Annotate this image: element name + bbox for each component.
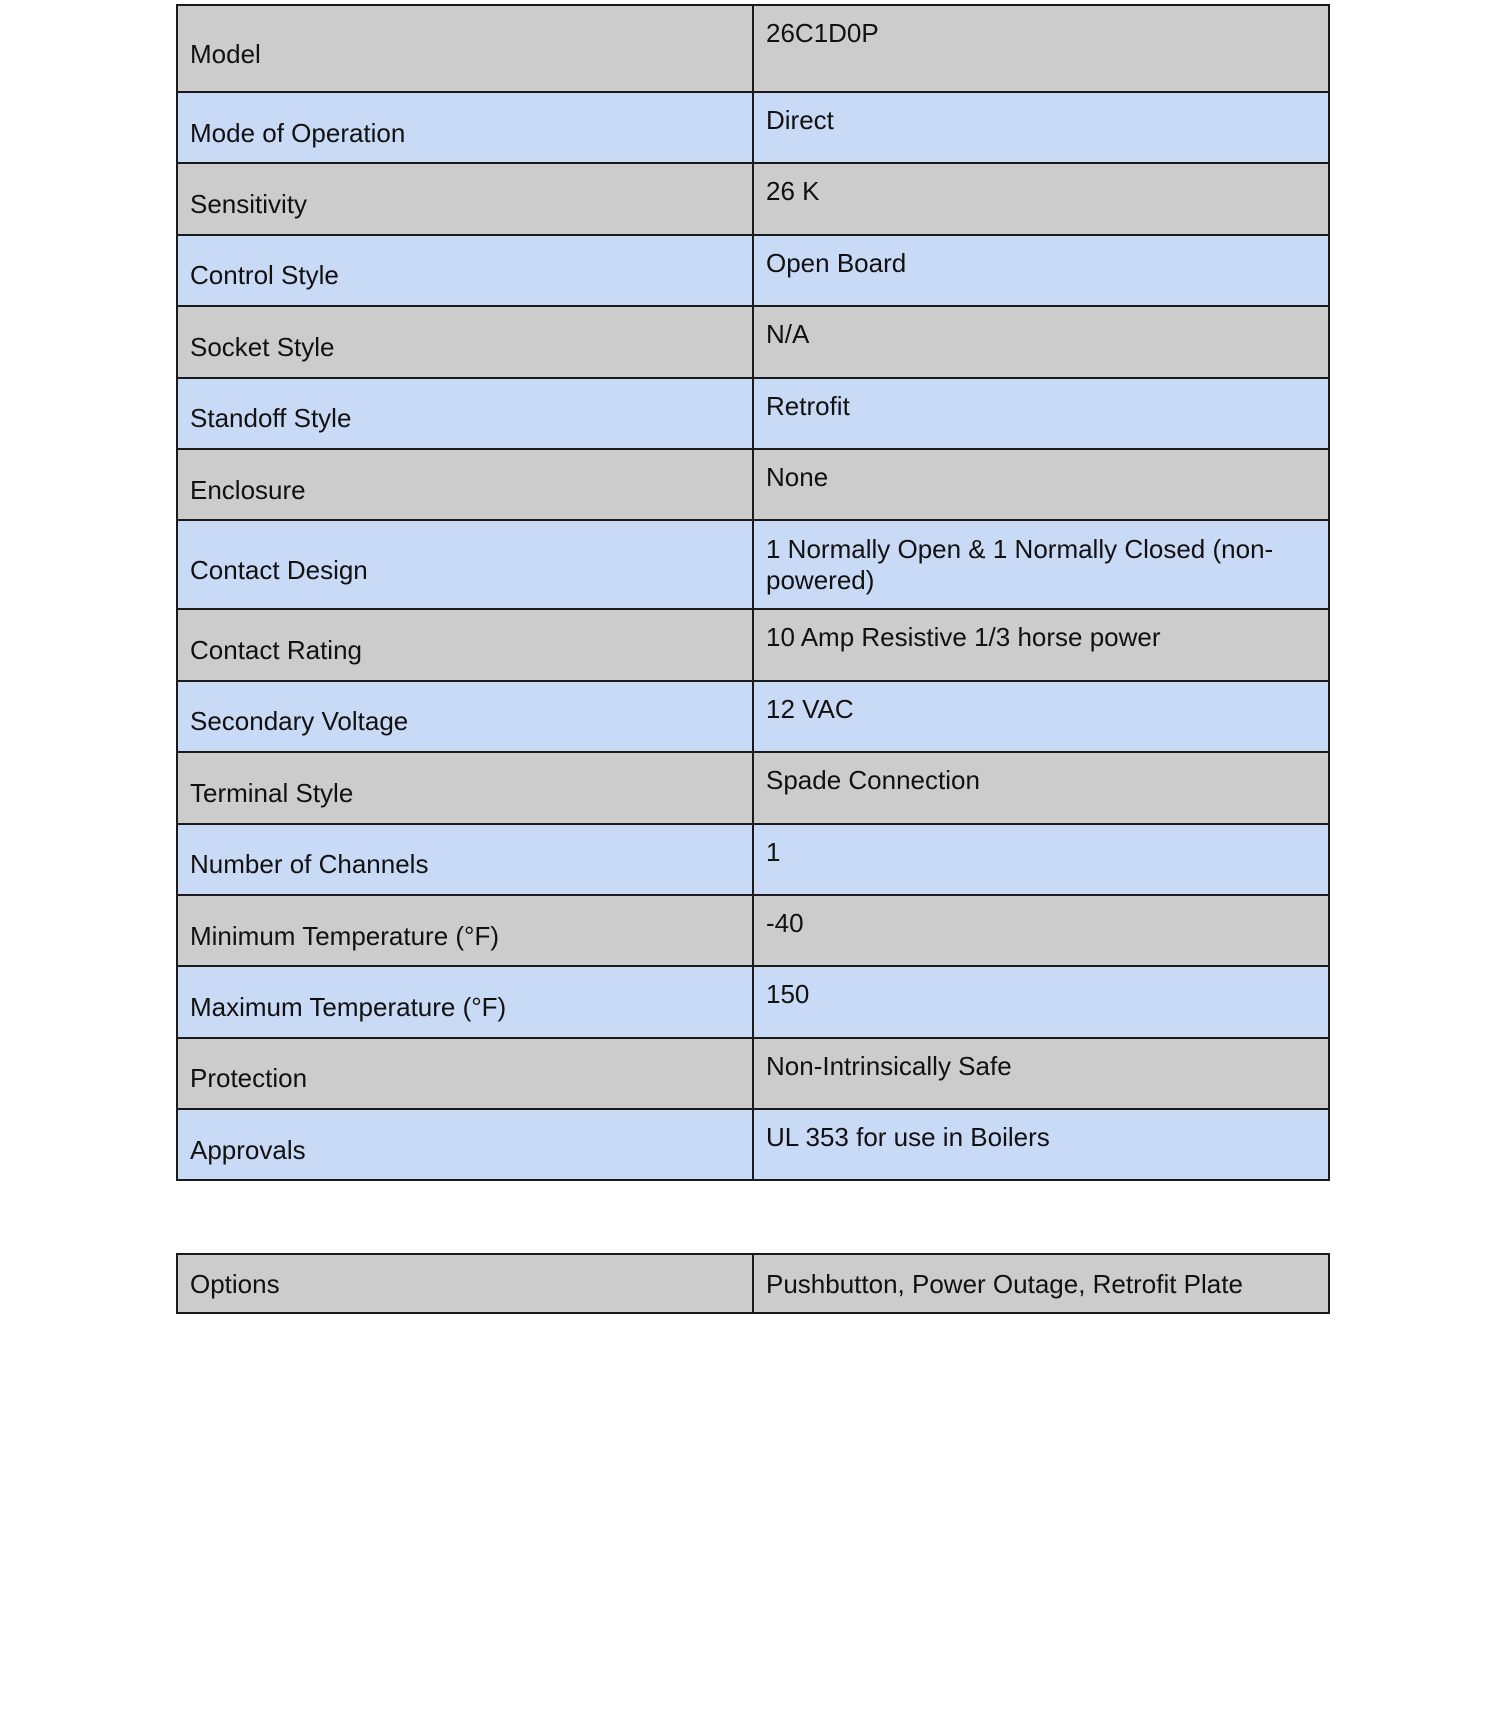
row-label: Standoff Style (177, 378, 753, 449)
options-table (176, 1253, 1330, 1314)
table-row (177, 752, 1329, 823)
specifications-table (176, 4, 1330, 1181)
row-label: Control Style (177, 235, 753, 306)
row-label: Protection (177, 1038, 753, 1109)
row-label: Model (177, 5, 753, 92)
row-value: Open Board (753, 235, 1329, 306)
row-label: Mode of Operation (177, 92, 753, 163)
row-value: 26 K (753, 163, 1329, 234)
row-value: 10 Amp Resistive 1/3 horse power (753, 609, 1329, 680)
row-label: Approvals (177, 1109, 753, 1180)
table-row (177, 378, 1329, 449)
row-value: 1 Normally Open & 1 Normally Closed (non-powered) (753, 520, 1329, 609)
options-value: Pushbutton, Power Outage, Retrofit Plate (753, 1254, 1329, 1313)
row-value: Non-Intrinsically Safe (753, 1038, 1329, 1109)
row-label: Contact Rating (177, 609, 753, 680)
row-value: None (753, 449, 1329, 520)
row-label: Minimum Temperature (°F) (177, 895, 753, 966)
table-row (177, 449, 1329, 520)
table-row (177, 235, 1329, 306)
row-value: 12 VAC (753, 681, 1329, 752)
row-value: 150 (753, 966, 1329, 1037)
table-row (177, 966, 1329, 1037)
table-row (177, 5, 1329, 92)
table-row (177, 895, 1329, 966)
row-value: UL 353 for use in Boilers (753, 1109, 1329, 1180)
table-row (177, 1038, 1329, 1109)
options-label: Options (177, 1254, 753, 1313)
table-row (177, 163, 1329, 234)
row-label: Contact Design (177, 520, 753, 609)
row-value: N/A (753, 306, 1329, 377)
table-row (177, 824, 1329, 895)
row-label: Secondary Voltage (177, 681, 753, 752)
table-row (177, 306, 1329, 377)
options-row (177, 1254, 1329, 1313)
row-label: Terminal Style (177, 752, 753, 823)
row-label: Enclosure (177, 449, 753, 520)
row-value: Retrofit (753, 378, 1329, 449)
row-label: Number of Channels (177, 824, 753, 895)
row-value: Spade Connection (753, 752, 1329, 823)
table-row (177, 520, 1329, 609)
row-label: Socket Style (177, 306, 753, 377)
table-row (177, 609, 1329, 680)
row-label: Sensitivity (177, 163, 753, 234)
row-label: Maximum Temperature (°F) (177, 966, 753, 1037)
row-value: 26C1D0P (753, 5, 1329, 92)
table-row (177, 681, 1329, 752)
row-value: -40 (753, 895, 1329, 966)
table-row (177, 1109, 1329, 1180)
row-value: 1 (753, 824, 1329, 895)
row-value: Direct (753, 92, 1329, 163)
table-row (177, 92, 1329, 163)
